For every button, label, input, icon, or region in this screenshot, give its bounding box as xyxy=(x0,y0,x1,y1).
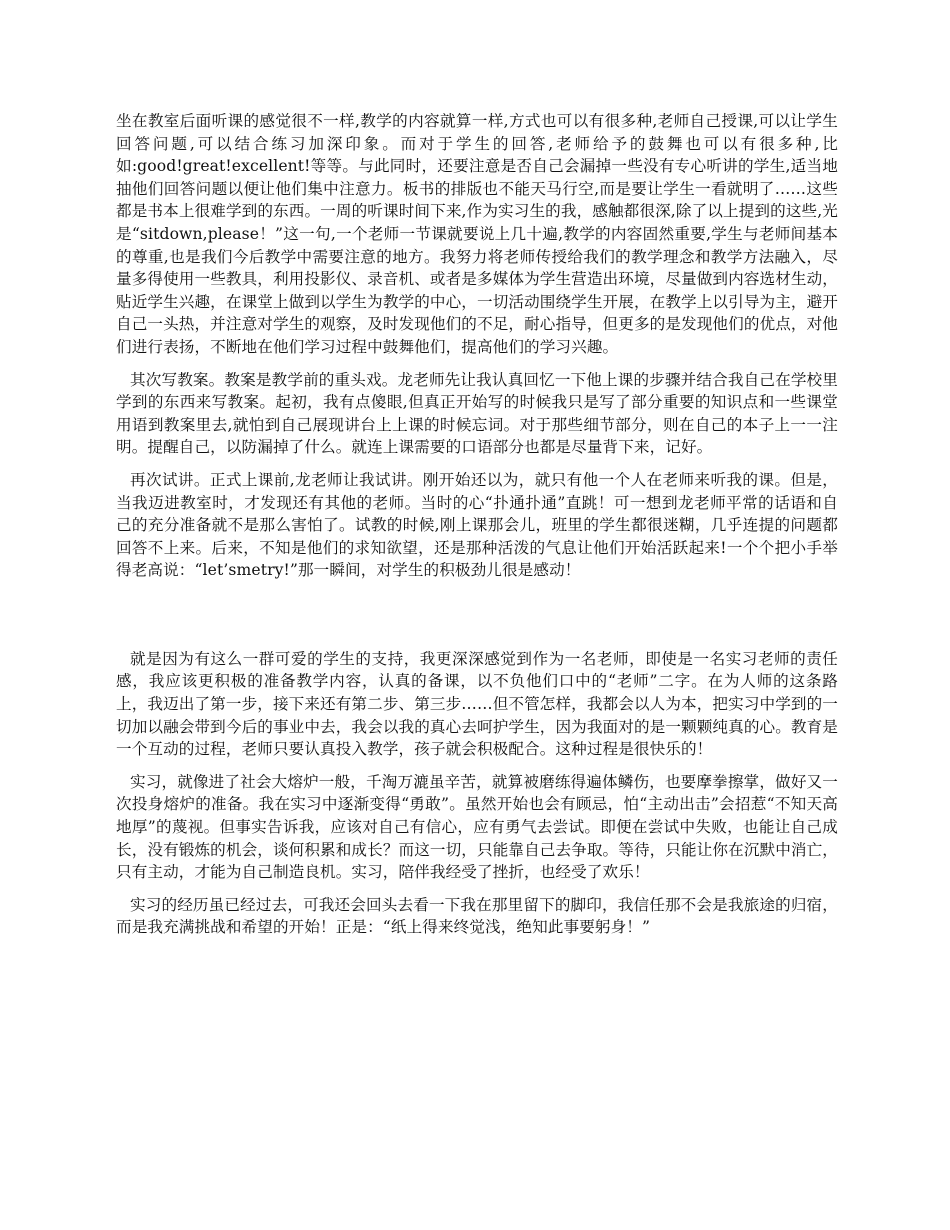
paragraph-observation: 坐在教室后面听课的感觉很不一样,教学的内容就算一样,方式也可以有很多种,老师自己授课,可以让学生回答问题,可以结合练习加深印象。而对于学生的回答,老师给予的鼓舞也可以有很多种,比如:good!great!excellent!等等。与此同时，还要注意是否自己会漏掉一些没有专心听讲的学生,适当地抽他们回答问题以便让他们集中注意力。板书的排版也不能天马行空,而是要让学生一看就明了……这些都是书本上很难学到的东西。一周的听课时间下来,作为实习生的我，感触都很深,除了以上提到的这些,光是“sitdown,please！”这一句,一个老师一节课就要说上几十遍,教学的内容固然重要,学生与老师间基本的尊重,也是我们今后教学中需要注意的地方。我努力将老师传授给我们的教学理念和教学方法融入，尽量多得使用一些教具，利用投影仪、录音机、或者是多媒体为学生营造出环境，尽量做到内容选材生动，贴近学生兴趣，在课堂上做到以学生为教学的中心，一切活动围绕学生开展，在教学上以引导为主，避开自己一头热，并注意对学生的观察，及时发现他们的不足，耐心指导，但更多的是发现他们的优点，对他们进行表扬，不断地在他们学习过程中鼓舞他们，提高他们的学习兴趣。 xyxy=(116,112,838,356)
paragraph-lesson-plan: 其次写教案。教案是教学前的重头戏。龙老师先让我认真回忆一下他上课的步骤并结合我自己在学校里学到的东西来写教案。起初，我有点傻眼,但真正开始写的时候我只是写了部分重要的知识点和一些课堂用语到教案里去,就怕到自己展现讲台上上课的时候忘词。对于那些细节部分，则在自己的本子上一一注明。提醒自己，以防漏掉了什么。就连上课需要的口语部分也都是尽量背下来，记好。 xyxy=(116,370,838,457)
document-body xyxy=(116,110,838,949)
paragraph-responsibility: 就是因为有这么一群可爱的学生的支持，我更深深感觉到作为一名老师，即使是一名实习老师的责任感，我应该更积极的准备教学内容，认真的备课，以不负他们口中的“老师”二字。在为人师的这条路上，我迈出了第一步，接下来还有第二步、第三步……但不管怎样，我都会以人为本，把实习中学到的一切加以融会带到今后的事业中去，我会以我的真心去呵护学生，因为我面对的是一颗颗纯真的心。教育是一个互动的过程，老师只要认真投入教学，孩子就会积极配合。这种过程是很快乐的！ xyxy=(116,649,838,759)
paragraph-conclusion: 实习的经历虽已经过去，可我还会回头去看一下我在那里留下的脚印，我信任那不会是我旅途的归宿，而是我充满挑战和希望的开始！正是：“纸上得来终觉浅，绝知此事要躬身！” xyxy=(116,895,838,937)
paragraph-trial-lecture: 再次试讲。正式上课前,龙老师让我试讲。刚开始还以为，就只有他一个人在老师来听我的课。但是，当我迈进教室时，才发现还有其他的老师。当时的心“扑通扑通”直跳！可一想到龙老师平常的话语和自己的充分准备就不是那么害怕了。试教的时候,刚上课那会儿，班里的学生都很迷糊，几乎连提的问题都回答不上来。后来，不知是他们的求知欲望，还是那种活泼的气息让他们开始活跃起来!一个个把小手举得老高说：“let’smetry!”那一瞬间，对学生的积极劲儿很是感动！ xyxy=(116,470,838,580)
section-spacer xyxy=(116,592,838,648)
paragraph-courage: 实习，就像进了社会大熔炉一般，千淘万漉虽辛苦，就算被磨练得遍体鳞伤，也要摩拳擦掌，做好又一次投身熔炉的准备。我在实习中逐渐变得“勇敢”。虽然开始也会有顾忌，怕“主动出击”会招惹“不知天高地厚”的蔑视。但事实告诉我，应该对自己有信心，应有勇气去尝试。即便在尝试中失败，也能让自己成长，没有锻炼的机会，谈何积累和成长？而这一切，只能靠自己去争取。等待，只能让你在沉默中消亡，只有主动，才能为自己制造良机。实习，陪伴我经受了挫折，也经受了欢乐！ xyxy=(116,772,838,882)
